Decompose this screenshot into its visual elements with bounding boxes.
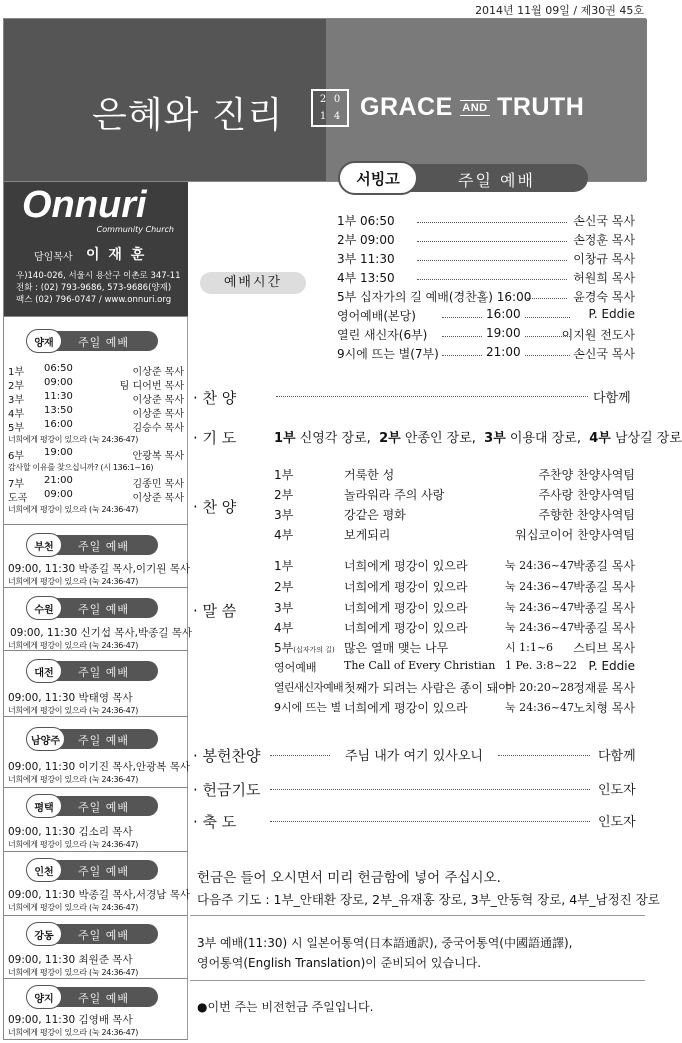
sermon-verse: 눅 24:36~47 [505, 559, 575, 572]
praise-part: 4부 [274, 528, 294, 542]
service-name: 1부 06:50 [337, 214, 395, 228]
service-time: 16:00 [486, 307, 521, 321]
sermon-pastor: 스티브 목사 [573, 641, 635, 655]
sermon-verse: 감사할 이유를 찾으십니까? (시 136:1~16) [8, 463, 154, 472]
service-row [337, 231, 635, 249]
sermon-verse: 눅 24:36~47 [505, 701, 575, 714]
campus-tag: 수원 [26, 596, 62, 620]
campus-service-line: 09:00, 11:30 박종길 목사,이기원 목사 [8, 563, 190, 575]
sermon-title: 너희에게 평강이 있으라 [344, 580, 468, 594]
pastor-label: 담임목사 [34, 252, 73, 263]
sermon-part: 9시에 뜨는 별 [274, 701, 342, 714]
praise-value: 다함께 [593, 391, 631, 406]
offering-praise-label: · 봉헌찬양 [193, 747, 261, 765]
offering-praise-value: 다함께 [598, 749, 636, 764]
dot-leader [417, 279, 567, 280]
service-name: 3부 11:30 [337, 252, 395, 266]
benediction-value: 인도자 [598, 815, 636, 830]
service-pastor: 손신국 목사 [573, 214, 635, 228]
worship-label: 주일 예배 [78, 540, 130, 553]
campus-pill [28, 598, 158, 618]
notice-translation-2: 영어통역(English Translation)이 준비되어 있습니다. [197, 956, 482, 970]
service-time: 19:00 [486, 326, 521, 340]
praise-song: 거룩한 성 [344, 468, 395, 482]
sermon-verse: 너희에게 평강이 있으라 (눅 24:36-47) [8, 968, 139, 977]
service-name: 2부 09:00 [337, 233, 395, 247]
title-en-truth: TRUTH [497, 93, 585, 121]
sermon-verse: 시 1:1~6 [505, 641, 554, 654]
campus-pill [28, 661, 158, 681]
service-row [337, 326, 635, 344]
sermon-title: 너희에게 평강이 있으라 [344, 701, 468, 715]
campus-daejeon [4, 650, 188, 716]
service-pastor: P. Eddie [588, 307, 635, 321]
worship-label: 주일 예배 [78, 929, 130, 942]
sermon-verse: 마 20:20~28 [505, 681, 575, 694]
praise-song: 강같은 평화 [344, 508, 406, 522]
sermon-pastor: 박종길 목사 [573, 601, 635, 615]
sermon-label: · 말 씀 [193, 602, 237, 620]
sermon-verse: 1 Pe. 3:8~22 [505, 659, 577, 672]
church-logo-sub: Community Church [96, 225, 174, 234]
campus-service-line: 09:00, 11:30 이기진 목사,안광복 목사 [8, 761, 190, 773]
offering-prayer-value: 인도자 [598, 783, 636, 798]
sermon-verse: 너희에게 평강이 있으라 (눅 24:36-47) [8, 435, 139, 444]
service-time-label: 예배시간 [200, 272, 306, 294]
sermon-title: 첫째가 되려는 사람은 종이 돼야 [344, 681, 510, 695]
offering-song: 주님 내가 여기 있사오니 [345, 749, 483, 764]
dot-leader [442, 336, 482, 337]
sermon-title: 너희에게 평강이 있으라 [344, 621, 468, 635]
sermon-part: 3부 [274, 601, 294, 615]
church-address: 우)140-026, 서울시 용산구 이촌로 347-11 [16, 271, 181, 281]
year-logo [311, 89, 349, 127]
sermon-title: 너희에게 평강이 있으라 [344, 559, 468, 573]
sermon-part: 2부 [274, 580, 294, 594]
year-digit: 0 [333, 94, 341, 105]
church-logo: Onnuri [22, 184, 147, 226]
prayer-label: · 기 도 [193, 429, 237, 447]
campus-namyangju [4, 716, 188, 787]
campus-bucheon [4, 524, 188, 587]
sermon-verse: 눅 24:36~47 [505, 621, 575, 634]
service-name: 영어예배(본당) [337, 309, 416, 323]
praise-part: 2부 [274, 488, 294, 502]
worship-label: 주일 예배 [78, 801, 130, 814]
title-korean: 은혜와 진리 [92, 95, 284, 136]
worship-label: 주일 예배 [458, 171, 535, 190]
sermon-verse: 너희에게 평강이 있으라 (눅 24:36-47) [8, 577, 139, 586]
service-row [337, 345, 635, 363]
sermon-part: 1부 [274, 559, 294, 573]
worship-label: 주일 예배 [78, 734, 130, 747]
campus-gangdong [4, 915, 188, 978]
dot-leader [270, 821, 590, 822]
praise-part: 3부 [274, 508, 294, 522]
campus-pill [28, 331, 158, 351]
sermon-part: 영어예배 [274, 661, 317, 674]
campus-tag: 양지 [26, 985, 62, 1009]
sermon-pastor: 박종길 목사 [573, 621, 635, 635]
campus-suwon [4, 587, 192, 650]
worship-label: 주일 예배 [78, 336, 130, 349]
divider [190, 915, 645, 916]
title-en-grace: GRACE [360, 93, 453, 121]
praise-choir: 주찬양 찬양사역팀 [538, 468, 635, 482]
divider [190, 980, 645, 981]
church-phone: 전화 : (02) 793-9686, 573-9686(양재) [16, 283, 172, 293]
campus-pill [28, 860, 158, 880]
worship-label: 주일 예배 [78, 603, 130, 616]
sermon-verse: 너희에게 평강이 있으라 (눅 24:36-47) [8, 706, 139, 715]
sidebar [3, 182, 192, 1040]
dot-leader [417, 222, 567, 223]
sermon-pastor: 박종길 목사 [573, 559, 635, 573]
service-row [337, 250, 635, 268]
service-pastor: 윤경숙 목사 [573, 290, 635, 304]
sermon-pastor: 박종길 목사 [573, 580, 635, 594]
praise-song: 보게되리 [344, 528, 391, 542]
church-info-box [4, 182, 188, 316]
campus-pill [28, 987, 158, 1007]
worship-label: 주일 예배 [78, 865, 130, 878]
masthead [3, 18, 646, 182]
praise-choir: 워십코이어 찬양사역팀 [515, 528, 635, 542]
sermon-verse: 눅 24:36~47 [505, 580, 575, 593]
sermon-pastor: 정재륜 목사 [573, 681, 635, 695]
notice-next-prayer: 다음주 기도 : 1부_안태환 장로, 2부_유재홍 장로, 3부_안동혁 장로, 4부_남정진 장로 [197, 892, 660, 907]
campus-service-line: 09:00, 11:30 최원준 목사 [8, 954, 133, 966]
campus-pill [28, 535, 158, 555]
sermon-verse: 너희에게 평강이 있으라 (눅 24:36-47) [8, 1028, 139, 1037]
dot-leader [442, 317, 482, 318]
sermon-part: 열린새신자예배 [274, 681, 343, 694]
service-name: 9시에 뜨는 별(7부) [337, 347, 439, 361]
praise-song: 놀라워라 주의 사랑 [344, 488, 445, 502]
service-pastor: 손신국 목사 [573, 347, 635, 361]
service-pastor: 손정훈 목사 [573, 233, 635, 247]
service-name: 4부 13:50 [337, 271, 395, 285]
campus-tag: 대전 [26, 659, 62, 683]
campus-pill [28, 924, 158, 944]
sermon-title: 너희에게 평강이 있으라 [344, 601, 468, 615]
campus-yangji [4, 978, 188, 1040]
notice-translation-1: 3부 예배(11:30) 시 일본어통역(日本語通訳), 중국어통역(中國語通譯), [197, 936, 573, 950]
main-campus-pill [340, 164, 588, 192]
campus-tag: 인천 [26, 858, 62, 882]
campus-service-line: 09:00, 11:30 박태영 목사 [8, 692, 133, 704]
sermon-verse: 눅 24:36~47 [505, 601, 575, 614]
service-row [337, 212, 635, 230]
campus-pill [28, 796, 158, 816]
dot-leader [442, 355, 482, 356]
campus-incheon [4, 851, 188, 915]
sermon-verse: 너희에게 평강이 있으라 (눅 24:36-47) [8, 775, 139, 784]
sermon-pastor: 노치형 목사 [573, 701, 635, 715]
dot-leader [270, 789, 590, 790]
service-name: 5부 십자가의 길 예배(경찬홀) 16:00 [337, 290, 532, 304]
year-digit: 4 [333, 111, 341, 122]
church-fax: 팩스 (02) 796-0747 / www.onnuri.org [16, 295, 172, 305]
praise-label: · 찬 양 [193, 389, 237, 407]
sermon-verse: 너희에게 평강이 있으라 (눅 24:36-47) [8, 641, 139, 650]
campus-tag: 서빙고 [338, 161, 418, 195]
campus-pill [28, 729, 158, 749]
campus-service-line: 09:00, 11:30 김소리 목사 [8, 826, 133, 838]
campus-service-line: 09:00, 11:30 김영배 목사 [8, 1014, 133, 1026]
title-en-and: AND [462, 102, 488, 115]
prayer-line: 1부 신영각 장로, 2부 안종인 장로, 3부 이용대 장로, 4부 남상길 장로 [274, 431, 682, 446]
sermon-verse: 너희에게 평강이 있으라 (눅 24:36-47) [8, 840, 139, 849]
dot-leader [525, 317, 570, 318]
dot-leader [498, 755, 590, 756]
service-time: 21:00 [486, 345, 521, 359]
sermon-part: 4부 [274, 621, 294, 635]
campus-service-line: 09:00, 11:30 신기섭 목사,박종길 목사 [10, 627, 192, 639]
dot-leader [417, 260, 567, 261]
campus-tag: 남양주 [26, 727, 65, 751]
service-row [337, 307, 635, 325]
campus-tag: 양재 [26, 329, 62, 353]
service-pastor: 이창규 목사 [573, 252, 635, 266]
campus-service-line: 09:00, 11:30 박종길 목사,서경남 목사 [8, 889, 190, 901]
service-row [337, 269, 635, 287]
title-english [360, 93, 584, 122]
campus-tag: 강동 [26, 922, 62, 946]
sermon-verse: 너희에게 평강이 있으라 (눅 24:36-47) [8, 903, 139, 912]
praise-choir: 주향한 찬양사역팀 [538, 508, 635, 522]
notice-vision-offering: ●이번 주는 비전헌금 주일입니다. [197, 1000, 374, 1014]
notice-offering: 헌금은 들어 오시면서 미리 헌금함에 넣어 주십시오. [197, 870, 501, 886]
sermon-part: 5부(십자가의 길) [274, 641, 335, 655]
sermon-pastor: P. Eddie [588, 659, 635, 673]
dot-leader [417, 241, 567, 242]
campus-pyeongtaek [4, 787, 188, 851]
service-name: 열린 새신자(6부) [337, 328, 428, 342]
sermon-title: 많은 열매 맺는 나무 [344, 641, 449, 655]
year-digit: 2 [319, 94, 327, 105]
sermon-verse: 너희에게 평강이 있으라 (눅 24:36-47) [8, 505, 139, 514]
worship-label: 주일 예배 [78, 992, 130, 1005]
campus-yangjae: 양재 주일 예배 1부 06:50 이상준 목사 2부 09:00 팀 디어번 목사 3부 11:30 이상준 목사 4부 13:50 이상준 목사 5부 16:00 김승수 목사 너희에게 평강이 있으라 (눅 24:36-47) 6부 19:00 안광복 목사 감사할 이유를 찾으십니까? (시 136:1~16) 7부 21:00 김종민 목사 도곡 09:00 이상준 목사 너희에게 평강이 있으라 (눅 24:36-47) [4, 316, 188, 524]
praise2-label: · 찬 양 [193, 498, 237, 516]
campus-tag: 평택 [26, 794, 62, 818]
service-pastor: 허원희 목사 [573, 271, 635, 285]
year-digit: 1 [319, 111, 327, 122]
campus-tag: 부천 [26, 533, 62, 557]
dot-leader [270, 755, 330, 756]
pastor-name: 이 재 훈 [86, 247, 147, 263]
dot-leader [525, 355, 570, 356]
sermon-title: The Call of Every Christian [344, 659, 496, 672]
dot-leader [276, 396, 588, 397]
dot-leader [527, 298, 567, 299]
praise-choir: 주사랑 찬양사역팀 [538, 488, 635, 502]
benediction-label: · 축 도 [193, 813, 237, 831]
worship-label: 주일 예배 [78, 666, 130, 679]
praise-part: 1부 [274, 468, 294, 482]
service-row [337, 288, 635, 306]
issue-date: 2014년 11월 09일 / 제30권 45호 [475, 4, 644, 17]
offering-prayer-label: · 헌금기도 [193, 781, 261, 799]
service-pastor: 이지원 전도사 [561, 328, 635, 342]
